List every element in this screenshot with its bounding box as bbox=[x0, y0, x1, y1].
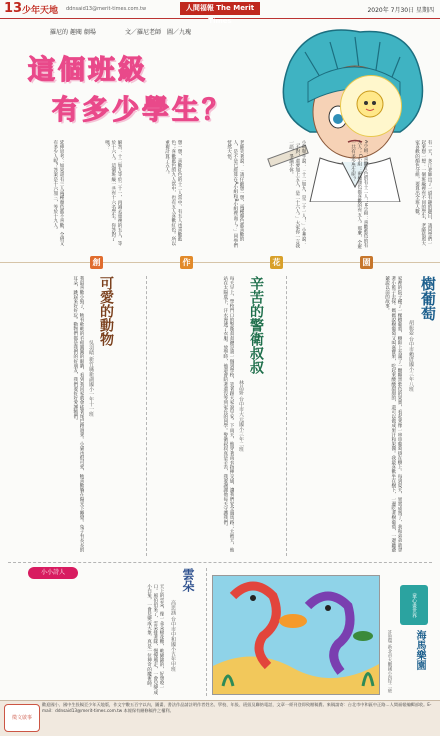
top-article-column: A小組：喜歡紅色的有十二人；B小組：喜歡藍色的有九人；C小組：兩種顏色都喜歡的有五人。那麼，全班一共有多少學生呢？ bbox=[350, 140, 368, 250]
footer-notice: 歡迎國小、國中生投稿至少年天地版，作文字數五百字以內，圖畫、書法作品請註明作者姓名、學校、年級、班級及聯絡電話，文章一經刊登即致贈稿費。來稿請寄：台北市中和區中正路…人間福報編輯部收。E-mail：ddnsaid13@merit-times.com.tw 本報保有刪修稿件之權利。 bbox=[42, 702, 432, 713]
painting-title: 海馬樂園 bbox=[414, 630, 425, 670]
poem-author: 高思涵 台中市中和國小五年甲班 bbox=[170, 600, 176, 672]
newspaper-masthead: 人間福報 The Merit Times bbox=[180, 2, 260, 15]
article-body: 我最喜歡小狗了，牠有軟軟的毛和圓圓的眼睛，看到我回家就會搖著尾巴跑過來。小貓也很可愛，牠喜歡躺在陽光下睡覺。兔子有長長的耳朵，跳起來好好玩。動物們都是我們的好朋友，我們要好好愛護牠們。 bbox=[72, 276, 84, 552]
girl-face-icon bbox=[352, 86, 388, 122]
section-email: ddnsaid13@merit-times.com.tw bbox=[66, 6, 147, 12]
footer-logo: 徵文啟事 bbox=[4, 704, 40, 732]
top-article-column: 解答：十二加九等於二十一，再減去重複的五人，等於十六人。這個班級一共有十六名學生。你答對了嗎？ bbox=[104, 140, 122, 246]
painting-badge: 童心畫世界 bbox=[400, 585, 428, 625]
top-article-column: 想一想，喜歡紅色的十二人當中，有五人也喜歡藍色；喜歡藍色的九人當中，也有五人喜歡紅色。所以重複計算了五人。 bbox=[164, 140, 182, 246]
seahorse-painting bbox=[212, 575, 380, 695]
poet-badge: 小小詩人 bbox=[28, 567, 78, 579]
banner-char: 作 bbox=[180, 256, 193, 269]
section-divider bbox=[8, 562, 432, 563]
comic-series-label: 羅尼的 趣閱 劇場 bbox=[50, 29, 96, 36]
top-article-column: 有一天，多汀老師出了一道有趣的題目，請同學們一起來想一想：一個班級裡有不同的學生，老師依照大家喜歡的顏色分組，要算出全班人數。 bbox=[414, 140, 432, 246]
headline-line-2: 有多少學生？ bbox=[52, 95, 232, 126]
issue-date: 2020年 7月30日 星期四 bbox=[367, 7, 434, 14]
painting-author: 許恩瑞 新北市大觀國小四年二班 bbox=[387, 630, 392, 693]
article-author: 胡振晏 台中市賴厝國小三年八班 bbox=[408, 320, 414, 392]
article-body: 家裡的院子種了一棵樹葡萄，樹幹上長滿了一顆顆黑紫色的果實，看起來像一串串葡萄掛在樹上。每到夏天，果實成熟了，我和弟弟就拿著小籃子去採。媽媽說樹葡萄又叫嘉寶果，吃起來酸酸甜甜的，還可以做成果汁和果醬。我最喜歡坐在樹下，一邊吃著樹葡萄，一邊聽爺爺說以前的故事。 bbox=[384, 276, 402, 552]
article-author: 吳羽晴 新竹縣新湖國小一年十一班 bbox=[88, 340, 94, 417]
poem-body: 天上的雲朵，像一朵朵棉花糖，軟綿綿的，好想咬一口。風伯伯來了，雲朵排著隊，慢慢地走，一會兒變成小白兔，一會兒變成大象，真是一位神奇的魔術師。 bbox=[146, 584, 164, 695]
article-title: 樹葡萄 bbox=[419, 276, 437, 321]
column-divider bbox=[146, 276, 147, 556]
article-author: 林品妍 台中市大元國小三年二班 bbox=[238, 380, 244, 452]
top-article-column: 老師笑著說：「請仔細想一想，兩種顏色都喜歡的人，是不是已經算在A小組和B小組裡面了？」同學們恍然大悟。 bbox=[226, 140, 244, 248]
article-title: 辛苦的警衛叔叔 bbox=[248, 276, 264, 374]
banner-char: 創 bbox=[90, 256, 103, 269]
section-title: 少年天地 bbox=[22, 6, 59, 16]
poem-title: 雲朵 bbox=[181, 568, 195, 592]
column-divider bbox=[206, 568, 207, 696]
comic-credit: 文／羅尼老師 圖／九瑰 bbox=[125, 29, 192, 36]
column-divider bbox=[286, 276, 287, 556]
banner-rule bbox=[0, 262, 440, 263]
headline-line-1: 這個班級 bbox=[28, 55, 148, 86]
top-article-column: 延伸思考：如果還有三人兩種顏色都不喜歡，全班又有多少人呢？答案是十六加三，等於十九人。 bbox=[52, 140, 64, 246]
banner-char: 花 bbox=[270, 256, 283, 269]
top-article-column: 小明舉手說：「十二加九，是二十一人！」小華說：「不對，還要加上五人，是二十六人。」大家你一言我一語，爭論不休。 bbox=[288, 140, 306, 249]
article-title: 可愛的動物 bbox=[98, 276, 114, 346]
page-number: 13 bbox=[4, 1, 23, 16]
article-body: 每天早上，學校門口的警衛叔叔總是第一個到學校，笑著跟大家說早安。下雨天，他穿著雨衣指揮交通，讓我們安全過馬路；大熱天，他站在太陽底下，汗水溼透了衣服。放學時，他還會陪著還沒等到家長的同學。警衛叔叔真是辛苦，我要謝謝他每天守護我們。 bbox=[222, 276, 234, 552]
banner-char: 園 bbox=[360, 256, 373, 269]
